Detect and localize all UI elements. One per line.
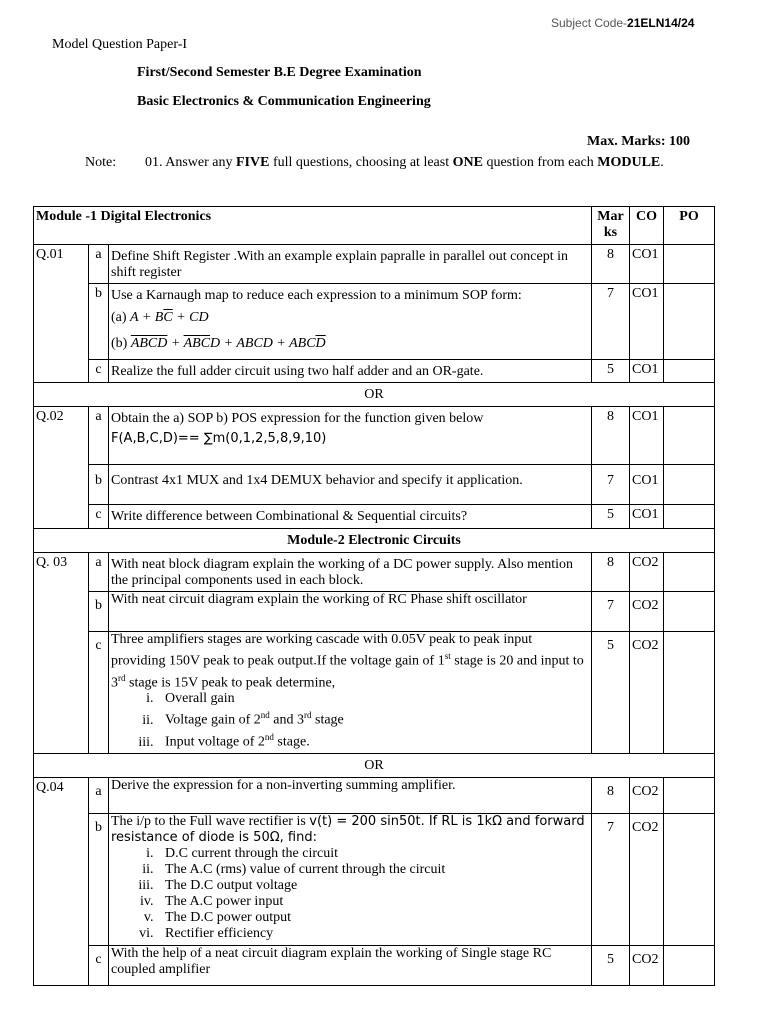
question-number: Q.01 bbox=[34, 245, 89, 383]
po bbox=[664, 632, 715, 754]
list-item: ii. Voltage gain of 2nd and 3rd stage bbox=[157, 707, 589, 729]
marks: 8 bbox=[592, 407, 630, 465]
question-text: The i/p to the Full wave rectifier is v(t) = 200 sin50t. If RL is 1kΩ and forward resistance of diode is 50Ω, find: i. D.C current through the circuit ii. The A.C (rms) value of current through the circuit iii. The D.C output voltage iv. The A.C power input v. The D.C power output vi. Rectifier efficiency bbox=[109, 814, 592, 946]
table-row bbox=[34, 360, 715, 383]
sub-items-list bbox=[111, 691, 589, 750]
sub-label: b bbox=[89, 814, 109, 946]
po bbox=[664, 592, 715, 632]
expression-b: ABCD + $\overline{AB}\overline{C}D$ + ABCD + $ABC\overline{D}$ bbox=[130, 336, 326, 351]
note-label: Note: bbox=[85, 155, 117, 170]
sub-label: c bbox=[89, 505, 109, 529]
po bbox=[664, 407, 715, 465]
sub-label: c bbox=[89, 360, 109, 383]
question-text: Derive the expression for a non-inverting summing amplifier. bbox=[109, 778, 592, 814]
sub-label: a bbox=[89, 407, 109, 465]
list-item: v. The D.C power output bbox=[157, 910, 589, 926]
list-item: iv. The A.C power input bbox=[157, 894, 589, 910]
module1-title: Module -1 Digital Electronics bbox=[34, 207, 592, 245]
table-row bbox=[34, 284, 715, 360]
question-number: Q.04 bbox=[34, 778, 89, 986]
list-item: ii. The A.C (rms) value of current through the circuit bbox=[157, 862, 589, 878]
module1-header-row bbox=[34, 207, 715, 245]
question-text: Three amplifiers stages are working cascade with 0.05V peak to peak input providing 150V peak to peak output.If the voltage gain of 1st stage is 20 and input to 3rd stage is 15V peak to peak determine, i. Overall gain ii. Voltage gain of 2nd and 3rd stage iii. Input voltage of 2nd stage. bbox=[109, 632, 592, 754]
marks: 7 bbox=[592, 284, 630, 360]
po bbox=[664, 946, 715, 986]
or-row bbox=[34, 383, 715, 407]
marks: 7 bbox=[592, 592, 630, 632]
question-text: Use a Karnaugh map to reduce each expression to a minimum SOP form: (a) $A + B\overline{C}$ + CD (b) ABCD + $\overline{AB}\overline{C}D$ + ABCD + $ABC\overline{D}$ bbox=[109, 284, 592, 360]
question-text: Realize the full adder circuit using two half adder and an OR-gate. bbox=[109, 360, 592, 383]
table-row bbox=[34, 465, 715, 505]
list-item: vi. Rectifier efficiency bbox=[157, 926, 589, 942]
or-row bbox=[34, 754, 715, 778]
sub-label: b bbox=[89, 284, 109, 360]
marks: 7 bbox=[592, 814, 630, 946]
question-text: Write difference between Combinational & Sequential circuits? bbox=[109, 505, 592, 529]
po bbox=[664, 284, 715, 360]
co: CO1 bbox=[630, 465, 664, 505]
course-title: Basic Electronics & Communication Engineering bbox=[137, 94, 431, 109]
table-row bbox=[34, 505, 715, 529]
marks: 8 bbox=[592, 553, 630, 592]
or-label: OR bbox=[34, 383, 715, 407]
subject-code: Subject Code-21ELN14/24 bbox=[551, 16, 695, 30]
question-text: Contrast 4x1 MUX and 1x4 DEMUX behavior and specify it application. bbox=[109, 465, 592, 505]
table-row bbox=[34, 592, 715, 632]
sub-label: b bbox=[89, 465, 109, 505]
co: CO1 bbox=[630, 360, 664, 383]
or-label: OR bbox=[34, 754, 715, 778]
sub-label: c bbox=[89, 632, 109, 754]
po bbox=[664, 465, 715, 505]
table-row bbox=[34, 553, 715, 592]
co: CO1 bbox=[630, 245, 664, 284]
co: CO2 bbox=[630, 946, 664, 986]
sub-label: a bbox=[89, 778, 109, 814]
list-item: i. Overall gain bbox=[157, 691, 589, 707]
po bbox=[664, 553, 715, 592]
question-number: Q.02 bbox=[34, 407, 89, 529]
question-text: With the help of a neat circuit diagram explain the working of Single stage RC coupled amplifier bbox=[109, 946, 592, 986]
co: CO2 bbox=[630, 632, 664, 754]
po bbox=[664, 778, 715, 814]
marks: 8 bbox=[592, 245, 630, 284]
co: CO2 bbox=[630, 592, 664, 632]
list-item: iii. The D.C output voltage bbox=[157, 878, 589, 894]
table-row bbox=[34, 946, 715, 986]
function-expression: F(A,B,C,D)== ∑m(0,1,2,5,8,9,10) bbox=[111, 431, 327, 446]
list-item: i. D.C current through the circuit bbox=[157, 846, 589, 862]
question-text: With neat block diagram explain the working of a DC power supply. Also mention the principal components used in each block. bbox=[109, 553, 592, 592]
table-row bbox=[34, 814, 715, 946]
subject-code-value: 21ELN14/24 bbox=[627, 16, 695, 30]
question-text: Obtain the a) SOP b) POS expression for the function given below F(A,B,C,D)== ∑m(0,1,2,5,8,9,10) bbox=[109, 407, 592, 465]
marks: 5 bbox=[592, 946, 630, 986]
co: CO2 bbox=[630, 814, 664, 946]
question-number: Q. 03 bbox=[34, 553, 89, 754]
note-text: 01. Answer any FIVE full questions, choosing at least ONE question from each MODULE. bbox=[145, 155, 664, 170]
exam-title: First/Second Semester B.E Degree Examination bbox=[137, 65, 422, 80]
marks: 8 bbox=[592, 778, 630, 814]
question-text: With neat circuit diagram explain the working of RC Phase shift oscillator bbox=[109, 592, 592, 632]
po bbox=[664, 245, 715, 284]
marks-column-header: Mar ks bbox=[592, 207, 630, 245]
question-text: Define Shift Register .With an example explain papralle in parallel out concept in shift register bbox=[109, 245, 592, 284]
po bbox=[664, 814, 715, 946]
po bbox=[664, 360, 715, 383]
sub-label: c bbox=[89, 946, 109, 986]
co: CO1 bbox=[630, 505, 664, 529]
module2-header-row bbox=[34, 529, 715, 553]
marks: 5 bbox=[592, 632, 630, 754]
marks: 5 bbox=[592, 360, 630, 383]
marks: 7 bbox=[592, 465, 630, 505]
po-column-header: PO bbox=[664, 207, 715, 245]
table-row bbox=[34, 632, 715, 754]
co: CO1 bbox=[630, 407, 664, 465]
sub-label: b bbox=[89, 592, 109, 632]
marks: 5 bbox=[592, 505, 630, 529]
expression-a: $A + B\overline{C}$ + CD bbox=[130, 310, 209, 325]
sub-items-list bbox=[111, 846, 589, 942]
sub-label: a bbox=[89, 553, 109, 592]
co: CO2 bbox=[630, 553, 664, 592]
table-row bbox=[34, 407, 715, 465]
table-row bbox=[34, 245, 715, 284]
module2-title: Module-2 Electronic Circuits bbox=[34, 529, 715, 553]
paper-label: Model Question Paper-I bbox=[52, 37, 188, 52]
co: CO1 bbox=[630, 284, 664, 360]
list-item: iii. Input voltage of 2nd stage. bbox=[157, 729, 589, 751]
po bbox=[664, 505, 715, 529]
question-table bbox=[33, 206, 715, 986]
table-row bbox=[34, 778, 715, 814]
sub-label: a bbox=[89, 245, 109, 284]
max-marks: Max. Marks: 100 bbox=[587, 134, 691, 149]
co-column-header: CO bbox=[630, 207, 664, 245]
co: CO2 bbox=[630, 778, 664, 814]
